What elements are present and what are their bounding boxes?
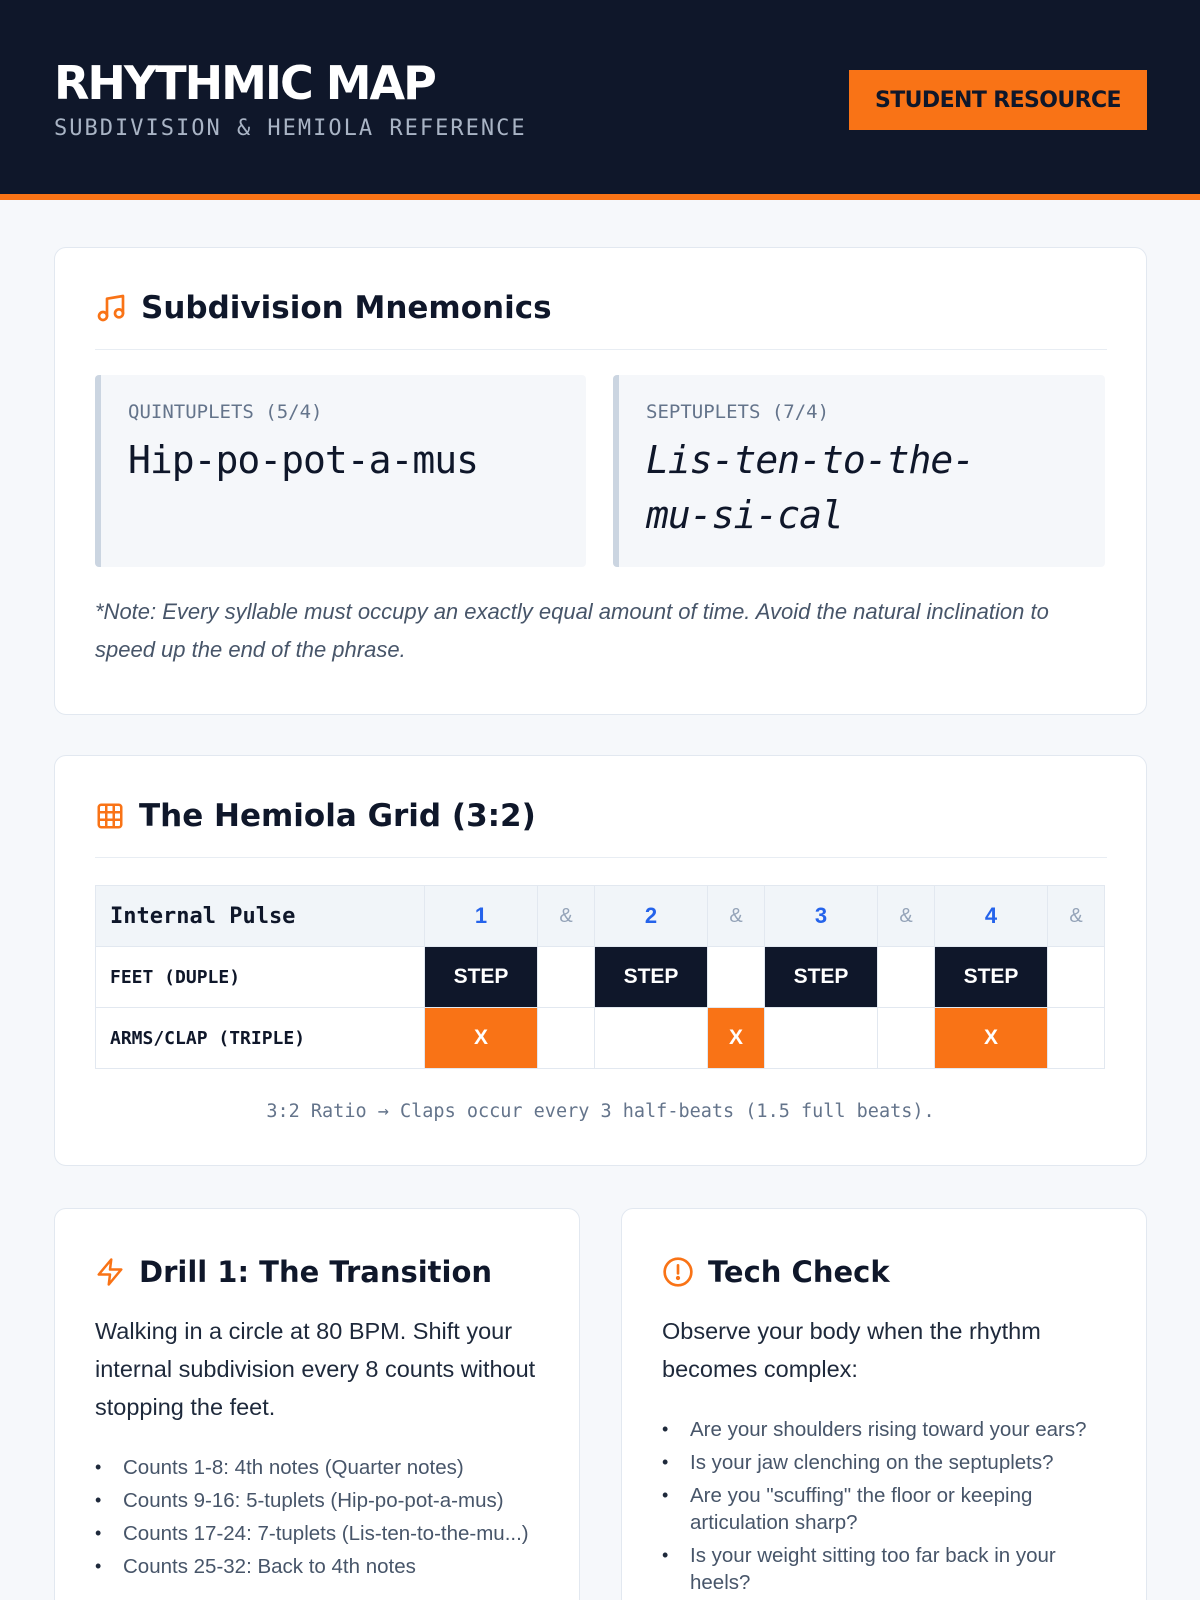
septuplets-mnemonic-line-2: mu-si-cal [646, 493, 843, 537]
empty-cell [595, 1008, 708, 1069]
pulse-cell: 3 [765, 886, 878, 947]
empty-cell [878, 947, 935, 1008]
list-item: • Is your weight sitting too far back in your heels? [662, 1542, 1112, 1596]
tech-check-card [621, 1208, 1147, 1600]
pulse-cell: & [708, 886, 765, 947]
tech-check-title: Tech Check [708, 1255, 890, 1289]
arms-row [96, 1008, 1105, 1069]
tech-check-list [662, 1416, 1112, 1600]
empty-cell [765, 1008, 878, 1069]
empty-cell [1048, 1008, 1105, 1069]
clap-cell: X [708, 1008, 765, 1069]
step-cell: STEP [425, 947, 538, 1008]
empty-cell [878, 1008, 935, 1069]
pulse-row-label: Internal Pulse [96, 886, 425, 947]
feet-row-label: FEET (DUPLE) [96, 947, 425, 1008]
septuplets-box [613, 375, 1105, 567]
alert-circle-icon [662, 1256, 694, 1288]
quintuplets-label: QUINTUPLETS (5/4) [128, 401, 323, 423]
quintuplets-mnemonic: Hip-po-pot-a-mus [128, 438, 479, 482]
mnemonics-title: Subdivision Mnemonics [141, 290, 552, 326]
hemiola-title: The Hemiola Grid (3:2) [139, 798, 536, 834]
drill-heading [95, 1255, 492, 1289]
empty-cell [708, 947, 765, 1008]
list-item: • Counts 1-8: 4th notes (Quarter notes) [95, 1454, 555, 1481]
pulse-cell: & [1048, 886, 1105, 947]
pulse-cell: 1 [425, 886, 538, 947]
septuplets-label: SEPTUPLETS (7/4) [646, 401, 830, 423]
empty-cell [538, 1008, 595, 1069]
list-item: • Counts 9-16: 5-tuplets (Hip-po-pot-a-mus) [95, 1487, 555, 1514]
empty-cell [538, 947, 595, 1008]
page-header [0, 0, 1200, 200]
empty-cell [1048, 947, 1105, 1008]
septuplets-mnemonic [646, 433, 974, 543]
clap-cell: X [425, 1008, 538, 1069]
septuplets-mnemonic-line-1: Lis-ten-to-the- [646, 438, 975, 482]
student-resource-badge: STUDENT RESOURCE [849, 70, 1147, 130]
arms-row-label: ARMS/CLAP (TRIPLE) [96, 1008, 425, 1069]
ratio-note: 3:2 Ratio → Claps occur every 3 half-beats (1.5 full beats). [266, 1101, 935, 1122]
pulse-cell: 2 [595, 886, 708, 947]
drill-title: Drill 1: The Transition [139, 1255, 493, 1289]
hemiola-grid [95, 885, 1105, 1069]
mnemonics-note: *Note: Every syllable must occupy an exactly equal amount of time. Avoid the natural inclination to speed up the end of the phrase. [95, 599, 1049, 662]
list-item: • Counts 25-32: Back to 4th notes [95, 1553, 555, 1580]
hemiola-heading [95, 798, 536, 834]
music-note-icon [95, 292, 127, 324]
step-cell: STEP [935, 947, 1048, 1008]
hemiola-divider [95, 857, 1107, 858]
pulse-cell: & [878, 886, 935, 947]
grid-icon [95, 801, 125, 831]
list-item: • Counts 17-24: 7-tuplets (Lis-ten-to-the-mu...) [95, 1520, 555, 1547]
hemiola-card [54, 755, 1147, 1166]
mnemonics-heading [95, 290, 552, 326]
drill-intro: Walking in a circle at 80 BPM. Shift your internal subdivision every 8 counts without stopping the feet. [95, 1318, 536, 1420]
page-title: RHYTHMIC MAP [54, 56, 435, 110]
step-cell: STEP [595, 947, 708, 1008]
feet-row [96, 947, 1105, 1008]
list-item: • Is your jaw clenching on the septuplets? [662, 1449, 1112, 1476]
clap-cell: X [935, 1008, 1048, 1069]
mnemonics-card [54, 247, 1147, 715]
lightning-icon [95, 1257, 125, 1287]
quintuplets-box [95, 375, 586, 567]
pulse-cell: & [538, 886, 595, 947]
page-subtitle: SUBDIVISION & HEMIOLA REFERENCE [54, 116, 527, 141]
tech-check-intro: Observe your body when the rhythm becomes complex: [662, 1318, 1041, 1382]
mnemonics-divider [95, 349, 1107, 350]
step-cell: STEP [765, 947, 878, 1008]
tech-check-heading [662, 1255, 890, 1289]
list-item: • Are your shoulders rising toward your ears? [662, 1416, 1112, 1443]
pulse-row [96, 886, 1105, 947]
drill-card [54, 1208, 580, 1600]
drill-list [95, 1454, 555, 1586]
list-item: • Are you "scuffing" the floor or keeping articulation sharp? [662, 1482, 1112, 1536]
pulse-cell: 4 [935, 886, 1048, 947]
